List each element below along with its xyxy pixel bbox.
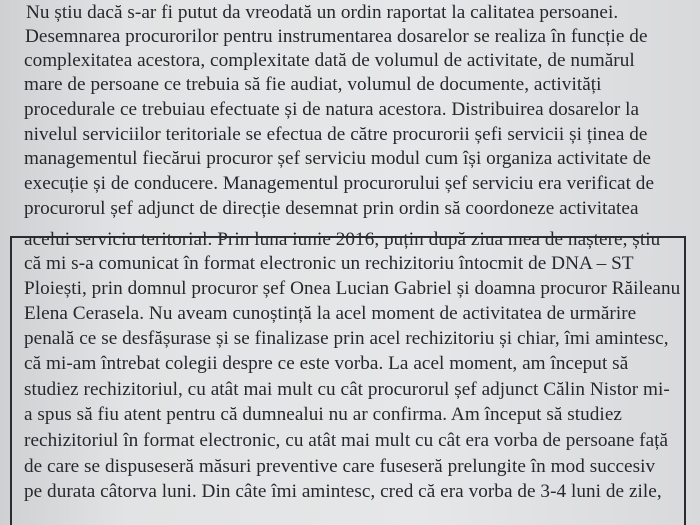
text-line: Nu știu dacă s-ar fi putut da vreodată un ordin raportat la calitatea persoanei. (26, 2, 619, 23)
text-line: nivelul serviciilor teritoriale se efectua de către procurorii șefi servicii și ținea de (24, 124, 648, 145)
text-line: că mi s-a comunicat în format electronic un rechizitoriu întocmit de DNA – ST (24, 253, 634, 274)
text-line: penală ce se desfășurase și se finalizase prin acel rechizitoriu și chiar, îmi amintesc, (24, 328, 669, 349)
text-line: că mi-am întrebat colegii despre ce este vorba. La acel moment, am început să (24, 353, 629, 374)
text-line: Elena Cerasela. Nu aveam cunoștință la acel moment de activitatea de urmărire (24, 303, 637, 324)
text-line: procedurale ce trebuiau efectuate și de natura acestora. Distribuirea dosarelor la (24, 99, 640, 120)
text-line: rechizitoriul în format electronic, cu atât mai mult cu cât era vorba de persoane față (24, 430, 669, 451)
text-line: studiez rechizitoriul, cu atât mai mult cu cât procurorul șef adjunct Călin Nistor mi- (24, 379, 670, 400)
text-line: managementul fiecărui procuror șef serviciu modul cum își organiza activitate de (24, 148, 652, 169)
text-line: execuție și de conducere. Managementul procurorului șef serviciu era verificat de (24, 173, 655, 194)
text-line: de care se dispuseseră măsuri preventive care fuseseră prelungite în mod succesiv (24, 456, 656, 477)
text-line: complexitatea acestora, complexitate dată de volumul de activitate, de numărul (24, 50, 635, 71)
highlight-frame (10, 236, 686, 525)
text-line: mare de persoane ce trebuia să fie audiat, volumul de documente, activități (24, 74, 602, 95)
text-line: Ploiești, prin domnul procuror șef Onea Lucian Gabriel și doamna procuror Răileanu (24, 278, 681, 299)
text-line: acelui serviciu teritorial. Prin luna iunie 2016, puțin după ziua mea de naștere, știu (24, 229, 661, 250)
text-line: a spus să fiu atent pentru că dumnealui nu ar confirma. Am început să studiez (24, 404, 622, 425)
text-line: pe durata câtorva luni. Din câte îmi amintesc, cred că era vorba de 3-4 luni de zile, (24, 481, 662, 502)
text-line: procurorul șef adjunct de direcție desemnat prin ordin să coordoneze activitatea (24, 198, 639, 219)
text-line: Desemnarea procurorilor pentru instrumentarea dosarelor se realiza în funcție de (25, 26, 648, 47)
